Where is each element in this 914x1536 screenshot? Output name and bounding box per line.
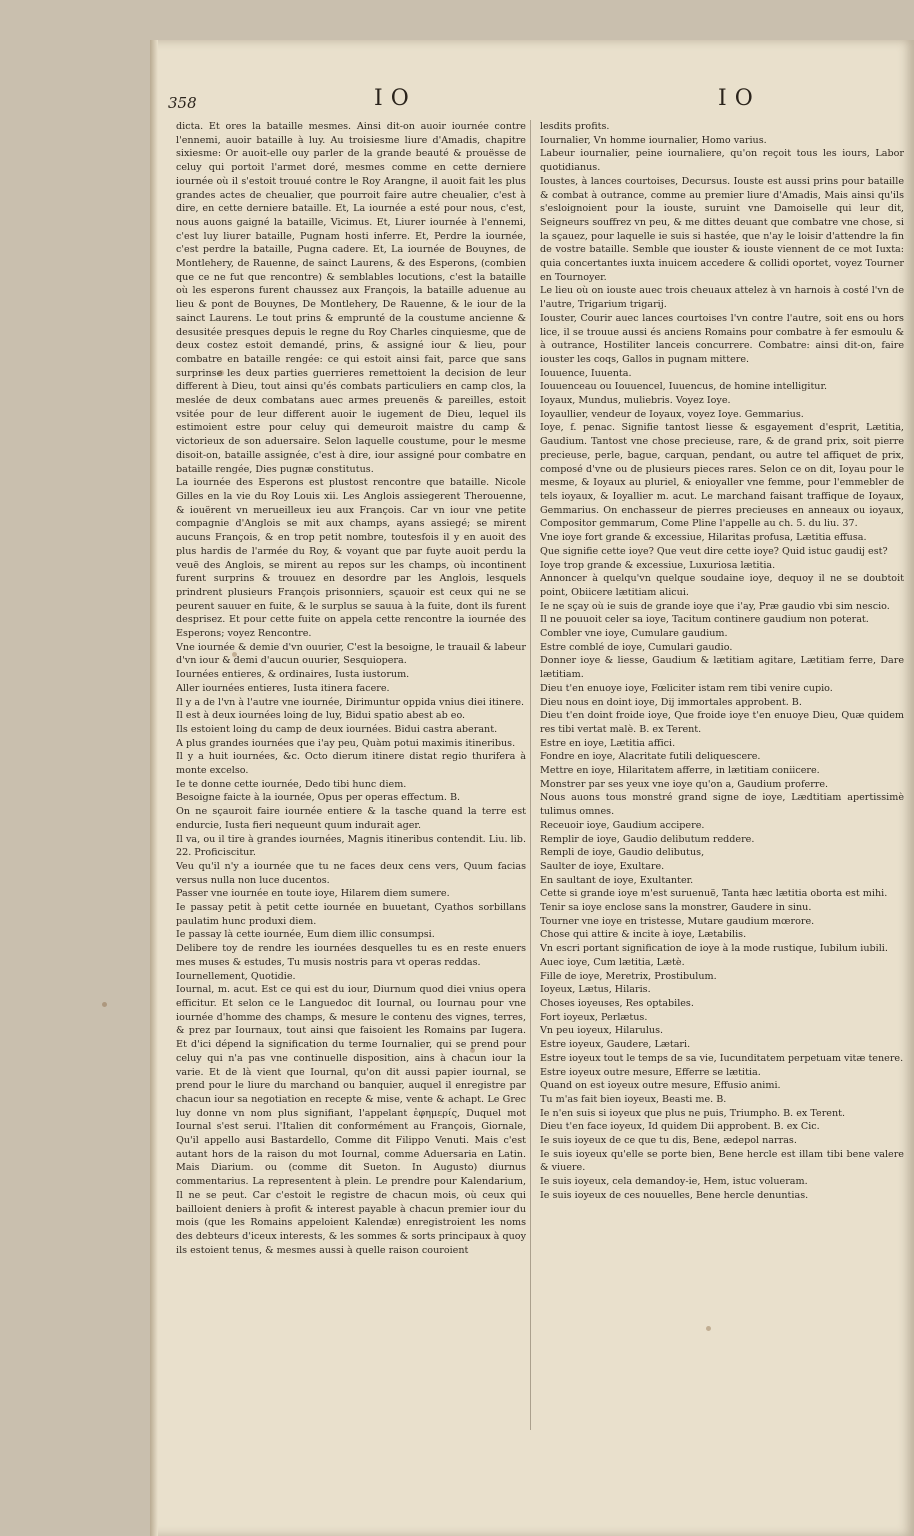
dictionary-entry: Le lieu où on iouste auec trois cheuaux attelez à vn harnois à costé l'vn de l'autre, Trigarium trigarij. <box>540 285 904 311</box>
right-column <box>540 120 904 1340</box>
dictionary-entry: Combler vne ioye, Cumulare gaudium. <box>540 628 728 640</box>
dictionary-entry: Besoigne faicte à la iournée, Opus per operas effectum. B. <box>176 792 461 804</box>
dictionary-entry: Dieu t'en face ioyeux, Id quidem Dii approbent. B. ex Cic. <box>540 1121 820 1133</box>
dictionary-entry: Vne iournée & demie d'vn ouurier, C'est la besoigne, le trauail & labeur d'vn iour & demi d'aucun ouurier, Sesquiopera. <box>176 641 526 667</box>
dictionary-entry: Dieu t'en enuoye ioye, Fœliciter istam rem tibi venire cupio. <box>540 682 833 694</box>
dictionary-entry: Tenir sa ioye enclose sans la monstrer, Gaudere in sinu. <box>540 902 812 914</box>
running-head-left: IO <box>374 86 417 111</box>
dictionary-entry: Que signifie cette ioye? Que veut dire cette ioye? Quid istuc gaudij est? <box>540 545 888 557</box>
dictionary-entry: Ioyaux, Mundus, muliebris. Voyez Ioye. <box>540 395 731 407</box>
dictionary-entry: Il ne pouuoit celer sa ioye, Tacitum continere gaudium non poterat. <box>540 614 869 626</box>
dictionary-entry: Ioye trop grande & excessiue, Luxuriosa lætitia. <box>540 559 776 571</box>
dictionary-entry: Ie suis ioyeux de ce que tu dis, Bene, ædepol narras. <box>540 1135 797 1147</box>
dictionary-entry: Il va, ou il tire à grandes iournées, Magnis itineribus contendit. Liu. lib. 22. Proficiscitur. <box>176 833 526 859</box>
dictionary-entry: Ils estoient loing du camp de deux iournées. Bidui castra aberant. <box>176 723 498 735</box>
dictionary-entry: Dieu nous en doint ioye, Dij immortales approbent. B. <box>540 696 802 708</box>
dictionary-entry: Ie suis ioyeux de ces nouuelles, Bene hercle denuntias. <box>540 1189 809 1201</box>
dictionary-entry: Ie ne sçay où ie suis de grande ioye que i'ay, Præ gaudio vbi sim nescio. <box>540 600 890 612</box>
dictionary-entry: Fille de ioye, Meretrix, Prostibulum. <box>540 970 717 982</box>
dictionary-entry: Ioyeux, Lætus, Hilaris. <box>540 984 651 996</box>
dictionary-entry: Monstrer par ses yeux vne ioye qu'on a, Gaudium proferre. <box>540 778 829 790</box>
dictionary-entry: Il y a huit iournées, &c. Octo dierum itinere distat regio thurifera à monte excelso. <box>176 751 526 777</box>
dictionary-entry: Tu m'as fait bien ioyeux, Beasti me. B. <box>540 1093 727 1105</box>
dictionary-entry: Fort ioyeux, Perlætus. <box>540 1011 648 1023</box>
column-rule <box>530 120 531 1430</box>
dictionary-entry: Annoncer à quelqu'vn quelque soudaine ioye, dequoy il ne se doubtoit point, Obiicere lætitiam alicui. <box>540 573 904 598</box>
dictionary-entry: Labeur iournalier, peine iournaliere, qu'on reçoit tous les iours, Labor quotidianus. <box>540 148 904 174</box>
dictionary-entry: Ie n'en suis si ioyeux que plus ne puis, Triumpho. B. ex Terent. <box>540 1107 846 1119</box>
dictionary-entry: Quand on est ioyeux outre mesure, Effusio animi. <box>540 1080 781 1092</box>
dictionary-entry: Nous auons tous monstré grand signe de ioye, Lædtitiam apertissimè tulimus omnes. <box>540 792 904 818</box>
dictionary-entry: Ioye, f. penac. Signifie tantost liesse & esgayement d'esprit, Lætitia, Gaudium. Tantost vne chose precieuse, rare, & de grand prix, soit pierre precieuse, perle, bague, carquan, pendant, ou autre tel affiquet de prix, composé d'vne ou de plusieurs pieces rares. Selon ce on dit, Ioyau pour le mesme, & Ioyaux au pluriel, & enioyaller vne femme, pour l'emmebler de tels ioyaux, & Ioyallier m. acut. Le marchand faisant traffique de Ioyaux, Gemmarius. On enchasseur de pierres precieuses en anneaux ou ioyaux, Compositor gemmarum, Come Pline l'appelle au ch. 5. du liu. 37. <box>540 422 904 530</box>
dictionary-entry: Choses ioyeuses, Res optabiles. <box>540 998 694 1009</box>
dictionary-entry: Ie te donne cette iournée, Dedo tibi hunc diem. <box>176 778 407 790</box>
running-head-right: IO <box>718 86 761 111</box>
page-gutter <box>150 40 158 1536</box>
dictionary-entry: Receuoir ioye, Gaudium accipere. <box>540 819 705 831</box>
page-number: 358 <box>168 94 197 112</box>
dictionary-entry: Chose qui attire & incite à ioye, Lætabilis. <box>540 929 747 941</box>
dictionary-entry: Delibere toy de rendre les iournées desquelles tu es en reste enuers mes muses & estudes, Tu musis nostris para vt operas reddas. <box>176 943 526 968</box>
dictionary-entry: On ne sçauroit faire iournée entiere & la tasche quand la terre est endurcie, Iusta fieri nequeunt quum indurait ager. <box>176 806 526 831</box>
dictionary-entry: Estre comblé de ioye, Cumulari gaudio. <box>540 641 733 653</box>
dictionary-entry: Estre en ioye, Lætitia affici. <box>540 737 676 749</box>
foxing-spot <box>102 1002 107 1007</box>
dictionary-entry: Iouuenceau ou Iouuencel, Iuuencus, de homine intelligitur. <box>540 381 828 393</box>
dictionary-entry: Tourner vne ioye en tristesse, Mutare gaudium mœrore. <box>540 915 815 927</box>
dictionary-entry: Vn escri portant signification de ioye à la mode rustique, Iubilum iubili. <box>540 943 888 955</box>
page-header <box>168 86 908 122</box>
dictionary-entry: Mettre en ioye, Hilaritatem afferre, in lætitiam coniicere. <box>540 765 820 777</box>
dictionary-entry: Ie suis ioyeux qu'elle se porte bien, Bene hercle est illam tibi bene valere & viuere. <box>540 1148 904 1174</box>
dictionary-entry: Ioustes, à lances courtoises, Decursus. Iouste est aussi prins pour bataille & combat à outrance, comme au premier liure d'Amadis, Mais ainsi qu'ils s'esloignoient pour la iouste, suruint vne Damoiselle qui leur dit, Seigneurs souffrez vn peu, & me dittes deuant que combatre vne chose, si la sçauez, pour laquelle ie suis si hastée, que n'ay le loisir d'attendre la fin de vostre bataille. Semble que iouster & iouste viennent de ce mot Iuxta: quia concertantes iuxta inuicem accedere & collidi oportet, voyez Tourner en Tournoyer. <box>540 175 904 283</box>
dictionary-entry: Ioyaullier, vendeur de Ioyaux, voyez Ioye. Gemmarius. <box>540 408 804 420</box>
dictionary-entry: Estre ioyeux, Gaudere, Lætari. <box>540 1039 691 1051</box>
dictionary-entry: Estre ioyeux outre mesure, Efferre se lætitia. <box>540 1066 761 1078</box>
dictionary-entry: En saultant de ioye, Exultanter. <box>540 874 694 886</box>
dictionary-entry: Estre ioyeux tout le temps de sa vie, Iucunditatem perpetuam vitæ tenere. <box>540 1052 904 1064</box>
dictionary-entry: lesdits profits. <box>540 121 610 132</box>
dictionary-entry: Rempli de ioye, Gaudio delibutus, <box>540 847 705 859</box>
dictionary-entry: Iouuence, Iuuenta. <box>540 367 632 379</box>
dictionary-entry: Dieu t'en doint froide ioye, Que froide ioye t'en enuoye Dieu, Quæ quidem res tibi vertat malè. B. ex Terent. <box>540 710 904 735</box>
dictionary-entry: Aller iournées entieres, Iusta itinera facere. <box>176 682 390 694</box>
dictionary-entry: Ie suis ioyeux, cela demandoy-ie, Hem, istuc volueram. <box>540 1176 808 1188</box>
dictionary-entry: Vne ioye fort grande & excessiue, Hilaritas profusa, Lætitia effusa. <box>540 532 867 544</box>
dictionary-entry: Veu qu'il n'y a iournée que tu ne faces deux cens vers, Quum facias versus nulla non luce ducentos. <box>176 860 526 886</box>
dictionary-entry: Iournées entieres, & ordinaires, Iusta iustorum. <box>176 669 410 681</box>
dictionary-entry: Fondre en ioye, Alacritate futili deliquescere. <box>540 751 761 763</box>
dictionary-entry: Il est à deux iournées loing de luy, Bidui spatio abest ab eo. <box>176 710 466 722</box>
dictionary-entry: Il y a de l'vn à l'autre vne iournée, Dirimuntur oppida vnius diei itinere. <box>176 696 525 708</box>
dictionary-entry: Iournal, m. acut. Est ce qui est du iour, Diurnum quod diei vnius opera efficitur. Et selon ce le Languedoc dit Iournal, ou Iournau pour vne iournée d'homme des champs, & mesure le contenu des vignes, terres, & prez par Iournaux, tout ainsi que faisoient les Romains par Iugera. Et d'ici dépend la signification du terme Iournalier, qui se prend pour celuy qui n'a pas vne continuelle disposition, ains à chacun iour la varie. Et de là vient que Iournal, qu'on dit aussi papier iournal, se prend pour le liure du marchand ou banquier, auquel il enregistre par chacun iour sa negotiation en recepte & mise, vente & achapt. Le Grec luy donne vn nom plus signifiant, l'appelant ἐφημερίς, Duquel mot Iournal s'est serui. l'Italien dit conformément au François, Giornale, Qu'il appello ausi Bastardello, Comme dit Filippo Venuti. Mais c'est autant hors de la raison du mot Iournal, comme Aduersaria en Latin. Mais Diarium. ou (comme dit Sueton. In Augusto) diurnus commentarius. La representent à plein. Le prendre pour Kalendarium, Il ne se peut. Car c'estoit le registre de chacun mois, où ceux qui bailloient deniers à profit & interest payable à chacun premier iour du mois (que les Romains appeloient Kalendæ) enregistroient les noms des debteurs d'iceux interests, & les sommes & sorts principaux à quoy ils estoient tenus, & mesmes aussi à quelle raison couroient <box>176 984 526 1256</box>
dictionary-entry: La iournée des Esperons est plustost rencontre que bataille. Nicole Gilles en la vie du Roy Louis xii. Les Anglois assiegerent Therouenne, & iouërent vn merueilleux ieu aux François. Car vn iour vne petite compagnie d'Anglois se mit aux champs, ayans assiegé; se mirent aucuns François, & en trop petit nombre, toutesfois il y en auoit des plus hardis de l'armée du Roy, & voyant que par fuyte auoit perdu la veuë des Anglois, se mirent au repos sur les champs, où incontinent furent surprins & trouuez en desordre par les Anglois, lesquels prindrent plusieurs François prisonniers, sçauoir est ceux qui ne se peurent sauuer en fuite, & le surplus se sauua à la fuite, dont ils furent desprisez. Et pour cette fuite on appela cette rencontre la iournée des Esperons; voyez Rencontre. <box>176 477 526 640</box>
dictionary-entry: Donner ioye & liesse, Gaudium & lætitiam agitare, Lætitiam ferre, Dare lætitiam. <box>540 655 904 681</box>
left-column <box>176 120 526 1420</box>
dictionary-entry: dicta. Et ores la bataille mesmes. Ainsi dit-on auoir iournée contre l'ennemi, auoir bataille à luy. Au troisiesme liure d'Amadis, chapitre sixiesme: Or auoit-elle ouy parler de la grande beauté & prouësse de celuy qui portoit l'armet doré, mesmes comme en cette derniere iournée où il s'estoit trouué contre le Roy Arangne, il auoit fait les plus grandes actes de cheualier, que pourroit faire autre cheualier, c'est à dire, en cette derniere bataille. Et, La iournée a esté pour nous, c'est, nous auons gaigné la bataille, Vicimus. Et, Liurer iournée à l'ennemi, c'est luy liurer bataille, Pugnam hosti inferre. Et, Perdre la iournée, c'est perdre la bataille, Pugna cadere. Et, La iournée de Bouynes, de Montlehery, de Rauenne, de sainct Laurens, & des Esperons, (combien que ce ne fut que rencontre) & semblables locutions, c'est la bataille où les esperons furent chaussez aux François, la bataille aduenue au lieu & pont de Bouynes, De Montlehery, De Rauenne, & le iour de la sainct Laurens. Le tout prins & emprunté de la coustume ancienne & desusitée presques depuis le regne du Roy Charles cinquiesme, que de deux costez estoit demandé, prins, & assigné iour & lieu, pour combatre en bataille rengée: ce qui estoit ainsi fait, parce que sans surprinse les deux parties guerrieres remettoient la decision de leur different à Dieu, tout ainsi qu'és combats particuliers en camp clos, la meslée de deux combatans auec armes preuenës & pareilles, estoit vsitée pour de leur different auoir le iugement de Dieu, lequel ils estimoient estre pour celuy qui demeuroit maistre du camp & victorieux de son aduersaire. Selon laquelle coustume, pour le mesme disoit-on, bataille assignée, c'est à dire, iour assigné pour combatre en bataille rengée, Dies pugnæ constitutus. <box>176 121 526 475</box>
dictionary-entry: Iouster, Courir auec lances courtoises l'vn contre l'autre, soit ens ou hors lice, il se trouue aussi és anciens Romains pour combatre à fer esmoulu & à outrance, Hostiliter lanceis concurrere. Combatre: ainsi dit-on, faire iouster les coqs, Gallos in pugnam mittere. <box>540 312 904 365</box>
dictionary-entry: A plus grandes iournées que i'ay peu, Quàm potui maximis itineribus. <box>176 737 516 749</box>
dictionary-entry: Iournellement, Quotidie. <box>176 970 296 982</box>
dictionary-entry: Passer vne iournée en toute ioye, Hilarem diem sumere. <box>176 888 450 900</box>
dictionary-entry: Remplir de ioye, Gaudio delibutum reddere. <box>540 833 755 845</box>
dictionary-entry: Iournalier, Vn homme iournalier, Homo varius. <box>540 134 767 146</box>
dictionary-entry: Auec ioye, Cum lætitia, Lætè. <box>540 956 685 968</box>
dictionary-entry: Saulter de ioye, Exultare. <box>540 860 665 872</box>
dictionary-entry: Vn peu ioyeux, Hilarulus. <box>540 1025 664 1037</box>
dictionary-entry: Cette si grande ioye m'est suruenuë, Tanta hæc lætitia oborta est mihi. <box>540 888 888 900</box>
dictionary-entry: Ie passay petit à petit cette iournée en buuetant, Cyathos sorbillans paulatim hunc produxi diem. <box>176 902 526 927</box>
dictionary-entry: Ie passay là cette iournée, Eum diem illic consumpsi. <box>176 929 435 941</box>
